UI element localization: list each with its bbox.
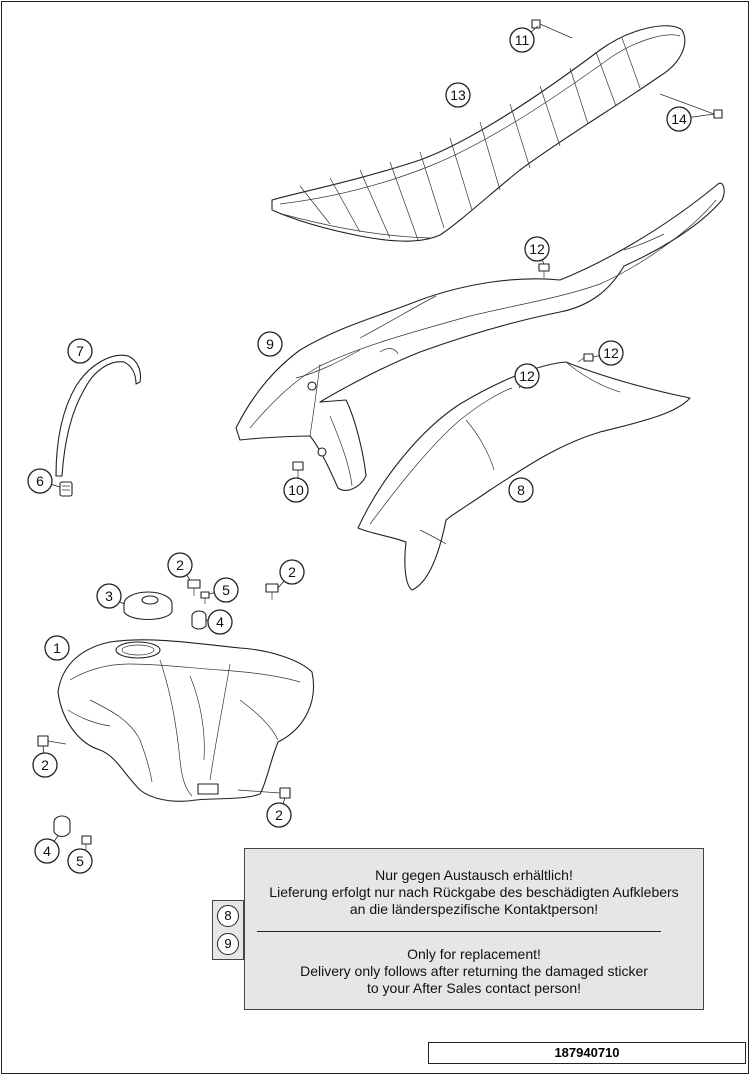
callout-1 xyxy=(45,636,69,660)
screw-2-upper-left xyxy=(188,580,200,596)
filler-cap-part xyxy=(124,592,172,620)
spacer-4-lower xyxy=(54,816,70,837)
callout-2 xyxy=(168,553,192,580)
note-de-line-2: Lieferung erfolgt nur nach Rückgabe des beschädigten Aufklebers xyxy=(269,884,679,900)
callout-7 xyxy=(68,339,92,363)
note-en-line-3: to your After Sales contact person! xyxy=(366,980,581,996)
callout-12 xyxy=(525,237,549,264)
note-german xyxy=(245,867,703,918)
callout-label: 12 xyxy=(519,368,535,384)
note-en-line-2: Delivery only follows after returning the damaged sticker xyxy=(300,963,648,979)
callout-11 xyxy=(510,26,538,52)
screw-5-lower xyxy=(82,836,91,850)
callout-5 xyxy=(68,849,92,873)
callout-label: 7 xyxy=(76,343,84,359)
callout-label: 2 xyxy=(41,757,49,773)
note-en-line-1: Only for replacement! xyxy=(407,946,541,962)
callout-label: 2 xyxy=(288,564,296,580)
screw-12a xyxy=(539,264,549,278)
callout-2 xyxy=(267,798,291,827)
screw-2-upper-right xyxy=(266,584,278,600)
fuel-tank-part xyxy=(58,640,314,801)
callout-8 xyxy=(509,478,533,502)
note-divider xyxy=(257,931,661,932)
tank-spoiler-part xyxy=(358,362,690,590)
screw-2-tank-left xyxy=(38,736,66,746)
callout-6 xyxy=(28,469,60,493)
callout-label: 2 xyxy=(176,557,184,573)
note-de-line-1: Nur gegen Austausch erhältlich! xyxy=(375,867,573,883)
callout-label: 5 xyxy=(222,582,230,598)
callout-12 xyxy=(515,364,539,388)
callout-2 xyxy=(278,560,304,588)
note-de-line-3: an die länderspezifische Kontaktperson! xyxy=(349,901,599,917)
callout-label: 9 xyxy=(266,336,274,352)
callout-label: 8 xyxy=(517,482,525,498)
badge-part-9: 9 xyxy=(217,933,239,955)
callout-label: 5 xyxy=(76,853,84,869)
hose-clamp-part xyxy=(60,482,72,496)
callout-2 xyxy=(33,746,57,777)
callout-14 xyxy=(667,107,714,131)
callout-3 xyxy=(97,584,124,608)
callout-12 xyxy=(593,341,623,365)
screw-10 xyxy=(293,462,303,476)
callout-9 xyxy=(258,332,282,356)
note-part-badges xyxy=(212,900,244,960)
callout-label: 12 xyxy=(529,241,545,257)
callout-10 xyxy=(284,476,308,502)
callout-label: 12 xyxy=(603,345,619,361)
callout-4 xyxy=(206,610,232,634)
replacement-note xyxy=(244,848,704,1010)
spacer-4-upper xyxy=(192,611,206,629)
seat-part xyxy=(272,26,685,241)
screw-5-upper xyxy=(201,592,209,604)
callout-label: 4 xyxy=(216,614,224,630)
seat-bolt-11 xyxy=(532,20,572,38)
callout-label: 3 xyxy=(105,588,113,604)
callout-5 xyxy=(209,578,238,602)
fuel-hose-part xyxy=(56,355,141,476)
callout-label: 11 xyxy=(514,32,530,48)
callout-label: 1 xyxy=(53,640,61,656)
callout-label: 2 xyxy=(275,807,283,823)
callout-4 xyxy=(35,836,59,863)
callout-label: 13 xyxy=(450,87,466,103)
note-english xyxy=(245,946,703,997)
callout-label: 4 xyxy=(43,843,51,859)
callout-13 xyxy=(446,83,470,107)
callout-label: 10 xyxy=(288,482,304,498)
screw-12c xyxy=(578,354,593,362)
callout-label: 14 xyxy=(671,111,687,127)
badge-part-8: 8 xyxy=(217,905,239,927)
drawing-number: 187940710 xyxy=(428,1042,746,1064)
callout-label: 6 xyxy=(36,473,44,489)
